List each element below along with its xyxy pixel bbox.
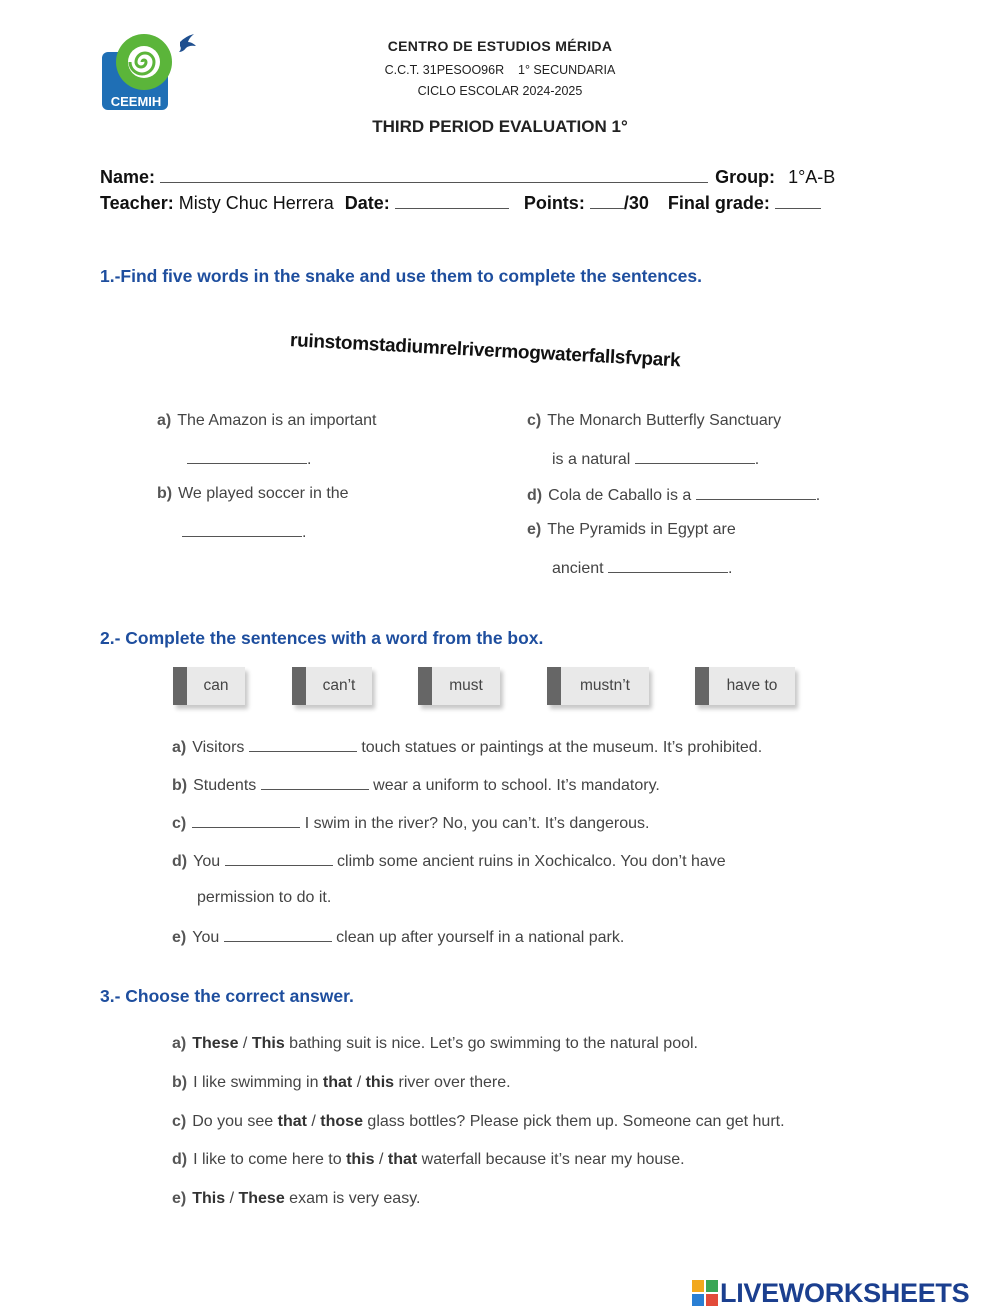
date-label: Date: — [344, 193, 390, 213]
s3-b-option-2[interactable]: this — [365, 1074, 395, 1091]
section2-title: 2.- Complete the sentences with a word from the box. — [100, 628, 544, 648]
s1-item-b-line2: . — [182, 522, 306, 542]
word-box-mustnt: mustn’t — [547, 667, 649, 705]
logo-text: CEEMIH — [110, 94, 162, 109]
word-box-can: can — [173, 667, 245, 705]
s2-e-blank[interactable] — [224, 927, 332, 942]
name-blank[interactable] — [160, 168, 708, 183]
word-snake: ruinstomstadiumrelrivermogwaterfallsfvpark — [289, 330, 681, 372]
name-row — [100, 167, 860, 188]
final-grade-blank[interactable] — [775, 194, 821, 209]
s3-item-d: d) I like to come here to this / that waterfall because it’s near my house. — [172, 1151, 685, 1168]
s2-item-c: c) I swim in the river? No, you can’t. It’s dangerous. — [172, 815, 650, 832]
teacher-label: Teacher: — [100, 193, 174, 213]
liveworksheets-logo-icon — [692, 1280, 718, 1306]
s1-c-blank[interactable] — [635, 449, 755, 464]
school-name: CENTRO DE ESTUDIOS MÉRIDA — [387, 38, 613, 54]
s3-d-option-1[interactable]: this — [346, 1151, 375, 1168]
s3-b-option-1[interactable]: that — [322, 1074, 353, 1091]
teacher-row — [100, 193, 880, 214]
points-label: Points: — [523, 193, 585, 213]
s2-item-d-line2: permission to do it. — [197, 889, 332, 906]
s2-a-blank[interactable] — [249, 737, 357, 752]
section1-title: 1.-Find five words in the snake and use them to complete the sentences. — [100, 266, 702, 286]
school-cycle: CICLO ESCOLAR 2024-2025 — [417, 84, 583, 98]
final-grade-label: Final grade: — [667, 193, 770, 213]
s3-item-c: c) Do you see that / those glass bottles? Please pick them up. Someone can get hurt. — [172, 1113, 785, 1130]
s2-item-d: d) You climb some ancient ruins in Xochicalco. You don’t have — [172, 853, 726, 870]
school-cct: C.C.T. 31PESOO96R 1° SECUNDARIA — [384, 63, 616, 77]
s1-item-c-line2: is a natural . — [552, 451, 760, 468]
s2-item-b: b) Students wear a uniform to school. It’s mandatory. — [172, 777, 660, 794]
s1-item-a: a) The Amazon is an important — [157, 412, 377, 429]
s3-e-option-2[interactable]: These — [238, 1190, 285, 1207]
s2-item-e: e) You clean up after yourself in a national park. — [172, 929, 625, 946]
teacher-value: Misty Chuc Herrera — [178, 193, 334, 213]
s3-item-b: b) I like swimming in that / this river over there. — [172, 1074, 511, 1091]
points-blank[interactable] — [590, 194, 624, 209]
s2-d-blank[interactable] — [225, 851, 333, 866]
word-box-cant: can’t — [292, 667, 372, 705]
s2-b-blank[interactable] — [261, 775, 369, 790]
s3-e-option-1[interactable]: This — [192, 1190, 226, 1207]
s3-a-option-2[interactable]: This — [251, 1035, 285, 1052]
s1-d-blank[interactable] — [696, 485, 816, 500]
s3-item-e: e) This / These exam is very easy. — [172, 1190, 421, 1207]
liveworksheets-brand — [692, 1278, 992, 1308]
s1-b-blank[interactable] — [182, 522, 302, 537]
word-box-have-to: have to — [695, 667, 795, 705]
s1-item-e: e) The Pyramids in Egypt are — [527, 521, 736, 538]
s3-d-option-2[interactable]: that — [387, 1151, 418, 1168]
group-label: Group: — [715, 167, 776, 187]
s3-c-option-1[interactable]: that — [277, 1113, 307, 1130]
s1-e-blank[interactable] — [608, 558, 728, 573]
name-label: Name: — [100, 167, 156, 187]
s1-item-c: c) The Monarch Butterfly Sanctuary — [527, 412, 782, 429]
page-title: THIRD PERIOD EVALUATION 1° — [372, 117, 628, 136]
section3-title: 3.- Choose the correct answer. — [100, 986, 354, 1006]
s1-item-a-line2: . — [187, 449, 311, 469]
brand-text: LIVEWORKSHEETS — [720, 1278, 970, 1308]
s1-item-e-line2: ancient . — [552, 560, 733, 577]
s1-item-b: b) We played soccer in the — [157, 485, 349, 502]
date-blank[interactable] — [395, 194, 509, 209]
s2-item-a: a) Visitors touch statues or paintings at the museum. It’s prohibited. — [172, 739, 763, 756]
word-box-must: must — [418, 667, 500, 705]
s2-c-blank[interactable] — [192, 813, 300, 828]
s1-a-blank[interactable] — [187, 449, 307, 464]
s3-item-a: a) These / This bathing suit is nice. Let’s go swimming to the natural pool. — [172, 1035, 698, 1052]
s1-item-d: d) Cola de Caballo is a . — [527, 487, 821, 504]
s3-a-option-1[interactable]: These — [192, 1035, 239, 1052]
s3-c-option-2[interactable]: those — [320, 1113, 363, 1130]
group-value: 1°A-B — [788, 167, 836, 187]
points-value: /30 — [623, 193, 649, 213]
